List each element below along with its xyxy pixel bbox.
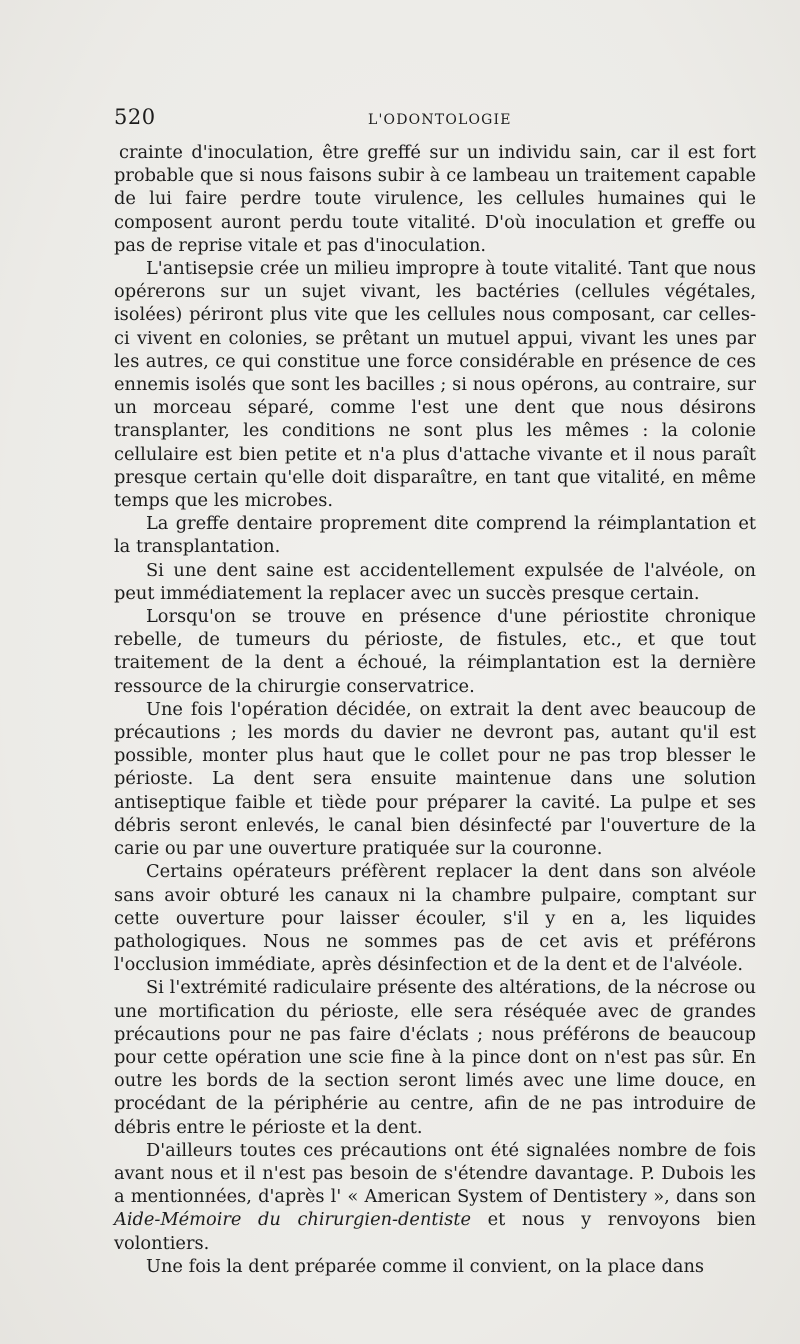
paragraph-inoculation: crainte d'inoculation, être greffé sur un individu sain, car il est fort probable que si nous faisons subir à ce lambeau un traitement capable de lui faire perdre toute virulence, les cellules humaines qui le composent auront perdu toute vitalité. D'où inoculation et greffe ou pas de reprise vitale et pas d'inoculation.: [114, 142, 756, 256]
paragraph-dent-preparee: Une fois la dent préparée comme il convient, on la place dans: [146, 1255, 705, 1277]
paragraph-greffe-dentaire: La greffe dentaire proprement dite comprend la réimplantation et la transplantation.: [114, 513, 756, 558]
body-text: [114, 141, 756, 1278]
paragraph-precautions: [114, 1139, 756, 1255]
paragraph-operation: Une fois l'opération décidée, on extrait la dent avec beaucoup de précautions ; les mords du davier ne devront pas, autant qu'il est possible, monter plus haut que le collet pour ne pas trop blesser le périoste. La dent sera ensuite maintenue dans une solution antiseptique faible et tiède pour préparer la cavité. La pulpe et ses débris seront enlevés, le canal bien désinfecté par l'ouverture de la carie ou par une ouverture pratiquée sur la couronne.: [114, 698, 756, 860]
page-number: 520: [114, 105, 156, 129]
book-title-italic: Aide-Mémoire du chirurgien-dentiste: [114, 1209, 472, 1231]
precautions-text-after: et nous y renvoyons bien volontiers.: [114, 1209, 756, 1254]
paragraph-periostite: Lorsqu'on se trouve en présence d'une périostite chronique rebelle, de tumeurs du périoste, de fistules, etc., et que tout traitement de la dent a échoué, la réimplantation est la dernière ressource de la chirurgie conservatrice.: [114, 606, 756, 697]
paragraph-operateurs: Certains opérateurs préfèrent replacer la dent dans son alvéole sans avoir obturé les canaux ni la chambre pulpaire, comptant sur cette ouverture pour laisser écouler, s'il y en a, les liquides pathologiques. Nous ne sommes pas de cet avis et préférons l'occlusion immédiate, après désinfection et de la dent et de l'alvéole.: [114, 861, 756, 976]
paragraph-extremite-radiculaire: Si l'extrémité radiculaire présente des altérations, de la nécrose ou une mortification du périoste, elle sera réséquée avec de grandes précautions pour ne pas faire d'éclats ; nous préférons de beaucoup pour cette opération une scie fine à la pince dont on n'est pas sûr. En outre les bords de la section seront limés avec une lime douce, en procédant de la périphérie au centre, afin de ne pas introduire de débris entre le périoste et la dent.: [114, 977, 756, 1138]
page-header: [114, 105, 754, 139]
running-title: L'ODONTOLOGIE: [368, 112, 512, 128]
precautions-text-before: D'ailleurs toutes ces précautions ont été signalées nombre de fois avant nous et il n'est pas besoin de s'étendre davantage. P. Dubois les a mentionnées, d'après l' « American System of Dentistery », dans son: [114, 1139, 756, 1208]
paragraph-dent-saine: Si une dent saine est accidentellement expulsée de l'alvéole, on peut immédiatement la replacer avec un succès presque certain.: [114, 559, 756, 604]
paragraph-antisepsie: L'antisepsie crée un milieu impropre à toute vitalité. Tant que nous opérerons sur un sujet vivant, les bactéries (cellules végétales, isolées) périront plus vite que les cellules nous composant, car celles-ci vivent en colonies, se prêtant un mutuel appui, vivant les unes par les autres, ce qui constitue une force considérable en présence de ces ennemis isolés que sont les bacilles ; si nous opérons, au contraire, sur un morceau séparé, comme l'est une dent que nous désirons transplanter, les conditions ne sont plus les mêmes : la colonie cellulaire est bien petite et n'a plus d'attache vivante et il nous paraît presque certain qu'elle doit disparaître, en tant que vitalité, en même temps que les microbes.: [114, 258, 756, 512]
